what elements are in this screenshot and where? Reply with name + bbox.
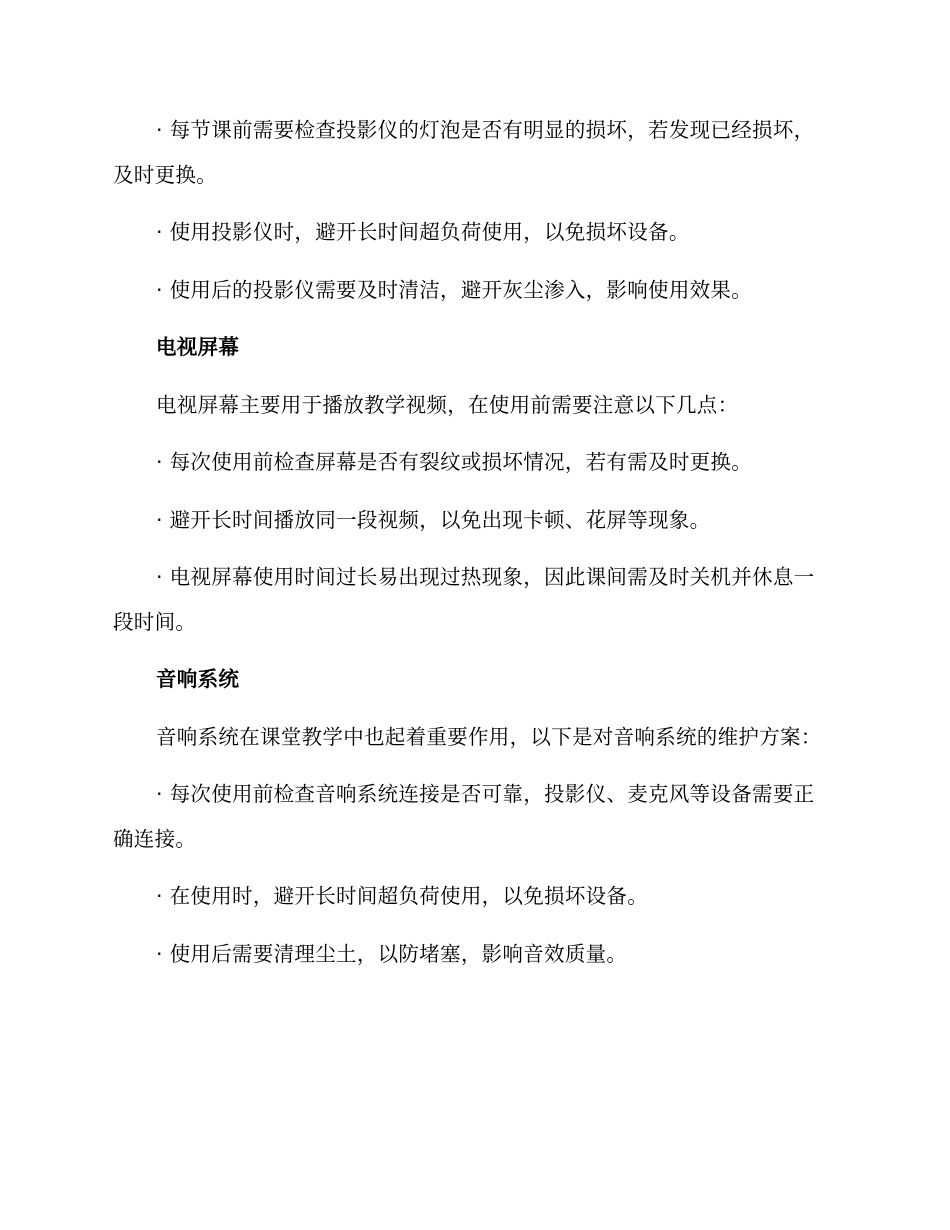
bullet-tv-video: · 避开长时间播放同一段视频，以免出现卡顿、花屏等现象。 xyxy=(156,507,711,532)
paragraph-audio-intro: 音响系统在课堂教学中也起着重要作用，以下是对音响系统的维护方案： xyxy=(156,724,822,749)
bullet-projector-clean: · 使用后的投影仪需要及时清洁，避开灰尘渗入，影响使用效果。 xyxy=(156,277,753,302)
bullet-tv-overheat: · 电视屏幕使用时间过长易出现过热现象，因此课间需及时关机并休息一段时间。 xyxy=(113,565,815,634)
bullet-projector-overload: · 使用投影仪时，避开长时间超负荷使用，以免损坏设备。 xyxy=(156,220,690,244)
bullet-audio-overload: · 在使用时，避开长时间超负荷使用，以免损坏设备。 xyxy=(156,884,649,908)
bullet-audio-clean: · 使用后需要清理尘土，以防堵塞，影响音效质量。 xyxy=(156,941,628,966)
heading-audio-system: 音响系统 xyxy=(156,667,240,691)
paragraph-tv-intro: 电视屏幕主要用于播放教学视频，在使用前需要注意以下几点： xyxy=(156,392,739,417)
bullet-projector-bulb: · 每节课前需要检查投影仪的灯泡是否有明显的损坏，若发现已经损坏，及时更换。 xyxy=(113,118,815,187)
document-page xyxy=(113,108,823,989)
bullet-audio-connection: · 每次使用前检查音响系统连接是否可靠，投影仪、麦克风等设备需要正确连接。 xyxy=(113,782,815,851)
heading-tv-screen: 电视屏幕 xyxy=(156,335,240,359)
bullet-tv-check: · 每次使用前检查屏幕是否有裂纹或损坏情况，若有需及时更换。 xyxy=(156,450,753,474)
